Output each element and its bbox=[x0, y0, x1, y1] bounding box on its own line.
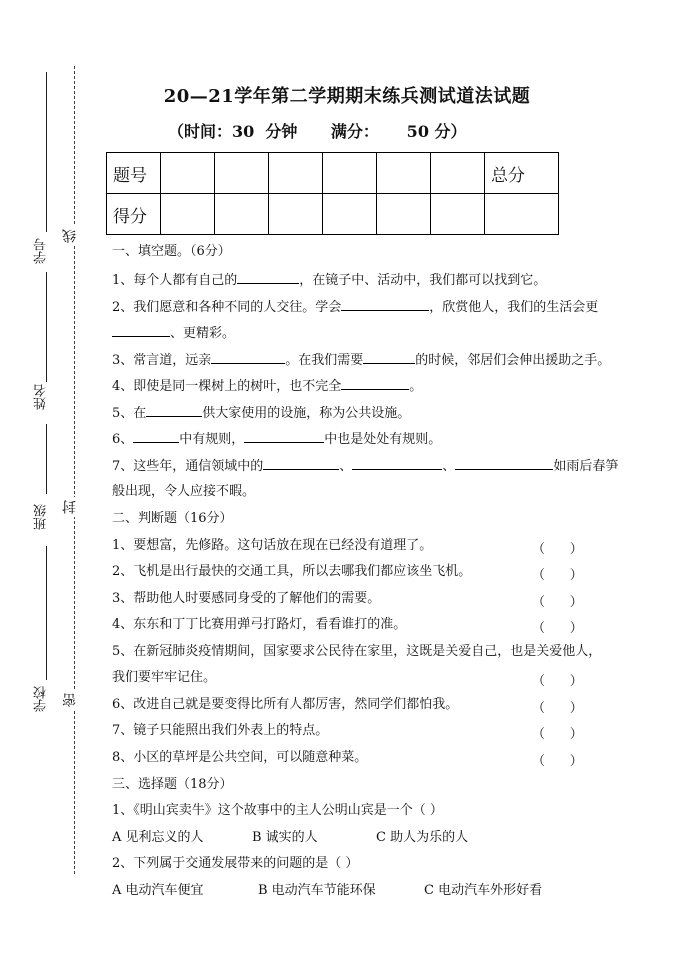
section-heading-choice: 三、选择题（18分） bbox=[112, 777, 233, 792]
score-table-row bbox=[107, 153, 559, 194]
choice-option-a[interactable]: A 电动汽车便宜 bbox=[112, 883, 204, 898]
choice-question: 1、《明山宾卖牛》这个故事中的主人公明山宾是一个（ ） bbox=[112, 803, 443, 818]
answer-blank[interactable] bbox=[341, 298, 429, 311]
score-table bbox=[106, 152, 559, 235]
fill-question: 1、每个人都有自己的 ，在镜子中、活动中，我们都可以找到它。 bbox=[112, 273, 547, 288]
fill-question: 6、 中有规则， 中也是处处有规则。 bbox=[112, 432, 442, 447]
judge-question: 7、镜子只能照出我们外表上的特点。 bbox=[112, 723, 329, 738]
name-label: 姓名 bbox=[34, 384, 49, 410]
choice-option-b[interactable]: B 电动汽车节能环保 bbox=[258, 883, 376, 898]
answer-paren[interactable]: （ ） bbox=[532, 674, 583, 689]
score-label: 得分 bbox=[107, 194, 161, 235]
score-cell[interactable] bbox=[161, 194, 215, 235]
answer-blank[interactable] bbox=[112, 324, 170, 337]
answer-paren[interactable]: （ ） bbox=[532, 727, 583, 742]
choice-question: 2、下列属于交通发展带来的问题的是（ ） bbox=[112, 856, 359, 871]
answer-blank[interactable] bbox=[244, 430, 324, 443]
name-blank-line bbox=[46, 272, 47, 382]
judge-question: 3、帮助他人时要感同身受的了解他们的需要。 bbox=[112, 591, 381, 606]
fill-question: 4、即使是同一棵树上的树叶，也不完全 。 bbox=[112, 379, 423, 394]
judge-question: 8、小区的草坪是公共空间，可以随意种菜。 bbox=[112, 750, 368, 765]
binding-dashed-line bbox=[74, 66, 75, 874]
judge-question-continued: 我们要牢牢记住。 bbox=[112, 670, 217, 685]
score-table-row bbox=[107, 194, 559, 235]
judge-question: 6、改进自己就是要变得比所有人都厉害，然同学们都怕我。 bbox=[112, 697, 459, 712]
judge-question: 4、东东和丁丁比赛用弹弓打路灯，看看谁打的准。 bbox=[112, 617, 407, 632]
class-blank-line bbox=[46, 424, 47, 494]
answer-blank[interactable] bbox=[211, 351, 285, 364]
seal-mark-mi: 密 bbox=[60, 690, 80, 710]
school-blank-line bbox=[46, 546, 47, 680]
answer-paren[interactable]: （ ） bbox=[532, 542, 583, 557]
fill-question: 5、在 供大家使用的设施，称为公共设施。 bbox=[112, 406, 411, 421]
answer-paren[interactable]: （ ） bbox=[532, 568, 583, 583]
score-cell[interactable] bbox=[323, 194, 377, 235]
answer-blank[interactable] bbox=[146, 404, 202, 417]
fill-question: 7、这些年，通信领域中的 、 、 如雨后春笋 bbox=[112, 459, 619, 474]
judge-question: 1、要想富，先修路。这句话放在现在已经没有道理了。 bbox=[112, 538, 433, 553]
score-cell bbox=[215, 153, 269, 194]
answer-blank[interactable] bbox=[341, 377, 409, 390]
school-label: 学校 bbox=[34, 686, 49, 712]
score-cell bbox=[269, 153, 323, 194]
choice-option-c[interactable]: C 电动汽车外形好看 bbox=[424, 883, 543, 898]
answer-blank[interactable] bbox=[455, 457, 553, 470]
fill-question-continued: 般出现，令人应接不暇。 bbox=[112, 484, 256, 499]
total-label: 总分 bbox=[485, 153, 559, 194]
score-cell[interactable] bbox=[215, 194, 269, 235]
fill-question: 3、常言道，远亲 。在我们需要 的时候，邻居们会伸出援助之手。 bbox=[112, 353, 611, 368]
choice-option-b[interactable]: B 诚实的人 bbox=[252, 830, 318, 845]
score-cell[interactable] bbox=[269, 194, 323, 235]
judge-question: 5、在新冠肺炎疫情期间，国家要求公民待在家里，这既是关爱自己，也是关爱他人， bbox=[112, 644, 602, 659]
question-number-label: 题号 bbox=[107, 153, 161, 194]
seal-mark-feng: 封 bbox=[60, 497, 80, 517]
answer-blank[interactable] bbox=[237, 271, 299, 284]
fill-question-continued: 、更精彩。 bbox=[112, 324, 235, 342]
page-subtitle: （时间：30 分钟 满分： 50 分） bbox=[168, 122, 467, 141]
choice-option-a[interactable]: A 见利忘义的人 bbox=[112, 830, 204, 845]
answer-blank[interactable] bbox=[352, 457, 442, 470]
answer-paren[interactable]: （ ） bbox=[532, 595, 583, 610]
section-heading-fill: 一、填空题。（6分） bbox=[112, 244, 231, 259]
answer-blank[interactable] bbox=[133, 430, 179, 443]
choice-option-c[interactable]: C 助人为乐的人 bbox=[376, 830, 469, 845]
class-label: 班级 bbox=[34, 504, 49, 530]
section-heading-judge: 二、判断题（16分） bbox=[112, 511, 233, 526]
student-id-label: 学号 bbox=[34, 238, 49, 264]
fill-question: 2、我们愿意和各种不同的人交往。学会 ，欣赏他人，我们的生活会更 bbox=[112, 300, 599, 315]
answer-paren[interactable]: （ ） bbox=[532, 754, 583, 769]
page-title: 20—21学年第二学期期末练兵测试道法试题 bbox=[163, 86, 531, 107]
judge-question: 2、飞机是出行最快的交通工具，所以去哪我们都应该坐飞机。 bbox=[112, 564, 472, 579]
score-cell bbox=[377, 153, 431, 194]
answer-paren[interactable]: （ ） bbox=[532, 701, 583, 716]
answer-blank[interactable] bbox=[363, 351, 415, 364]
score-cell bbox=[431, 153, 485, 194]
total-score-cell[interactable] bbox=[485, 194, 559, 235]
seal-mark-xian: 线 bbox=[60, 226, 80, 246]
answer-paren[interactable]: （ ） bbox=[532, 621, 583, 636]
score-cell bbox=[161, 153, 215, 194]
score-cell[interactable] bbox=[431, 194, 485, 235]
score-cell bbox=[323, 153, 377, 194]
answer-blank[interactable] bbox=[263, 457, 339, 470]
score-cell[interactable] bbox=[377, 194, 431, 235]
